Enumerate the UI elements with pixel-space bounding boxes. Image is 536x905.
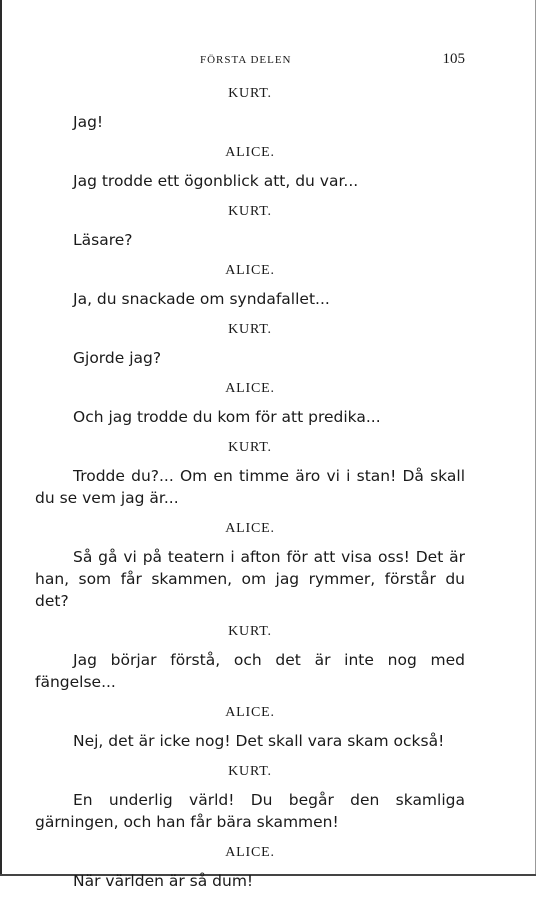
speaker-name: ALICE. (225, 845, 275, 860)
speaker-name: ALICE. (225, 705, 275, 720)
page-left-edge (0, 0, 2, 876)
dialogue-line: Jag börjar förstå, och det är inte nog med fängelse... (35, 651, 465, 691)
speaker-name: ALICE. (225, 381, 275, 396)
dialogue-line: Så gå vi på teatern i afton för att visa oss! Det är han, som får skammen, om jag rymmer, förstår du det? (35, 548, 465, 610)
running-head: FÖRSTA DELEN (200, 54, 292, 66)
dialogue-line: Läsare? (73, 231, 133, 249)
speaker-name: KURT. (228, 624, 272, 639)
dialogue-line: Ja, du snackade om syndafallet... (73, 290, 330, 308)
dialogue-body (35, 87, 465, 905)
dialogue-line: När världen är så dum! (73, 872, 254, 890)
speaker-name: KURT. (228, 204, 272, 219)
dialogue-line: Trodde du?... Om en timme äro vi i stan! Då skall du se vem jag är... (35, 467, 465, 507)
speaker-name: KURT. (228, 322, 272, 337)
dialogue-line: En underlig värld! Du begår den skamliga gärningen, och han får bära skammen! (35, 791, 465, 831)
dialogue-line: Gjorde jag? (73, 349, 162, 367)
dialogue-line: Jag! (73, 113, 104, 131)
speaker-name: KURT. (228, 764, 272, 779)
speaker-name: ALICE. (225, 521, 275, 536)
dialogue-line: Jag trodde ett ögonblick att, du var... (73, 172, 359, 190)
speaker-name: ALICE. (225, 145, 275, 160)
speaker-name: KURT. (228, 440, 272, 455)
dialogue-line: Nej, det är icke nog! Det skall vara skam också! (73, 732, 445, 750)
speaker-name: ALICE. (225, 263, 275, 278)
dialogue-line: Och jag trodde du kom för att predika... (73, 408, 381, 426)
speaker-name: KURT. (228, 86, 272, 101)
page-number: 105 (442, 51, 465, 67)
